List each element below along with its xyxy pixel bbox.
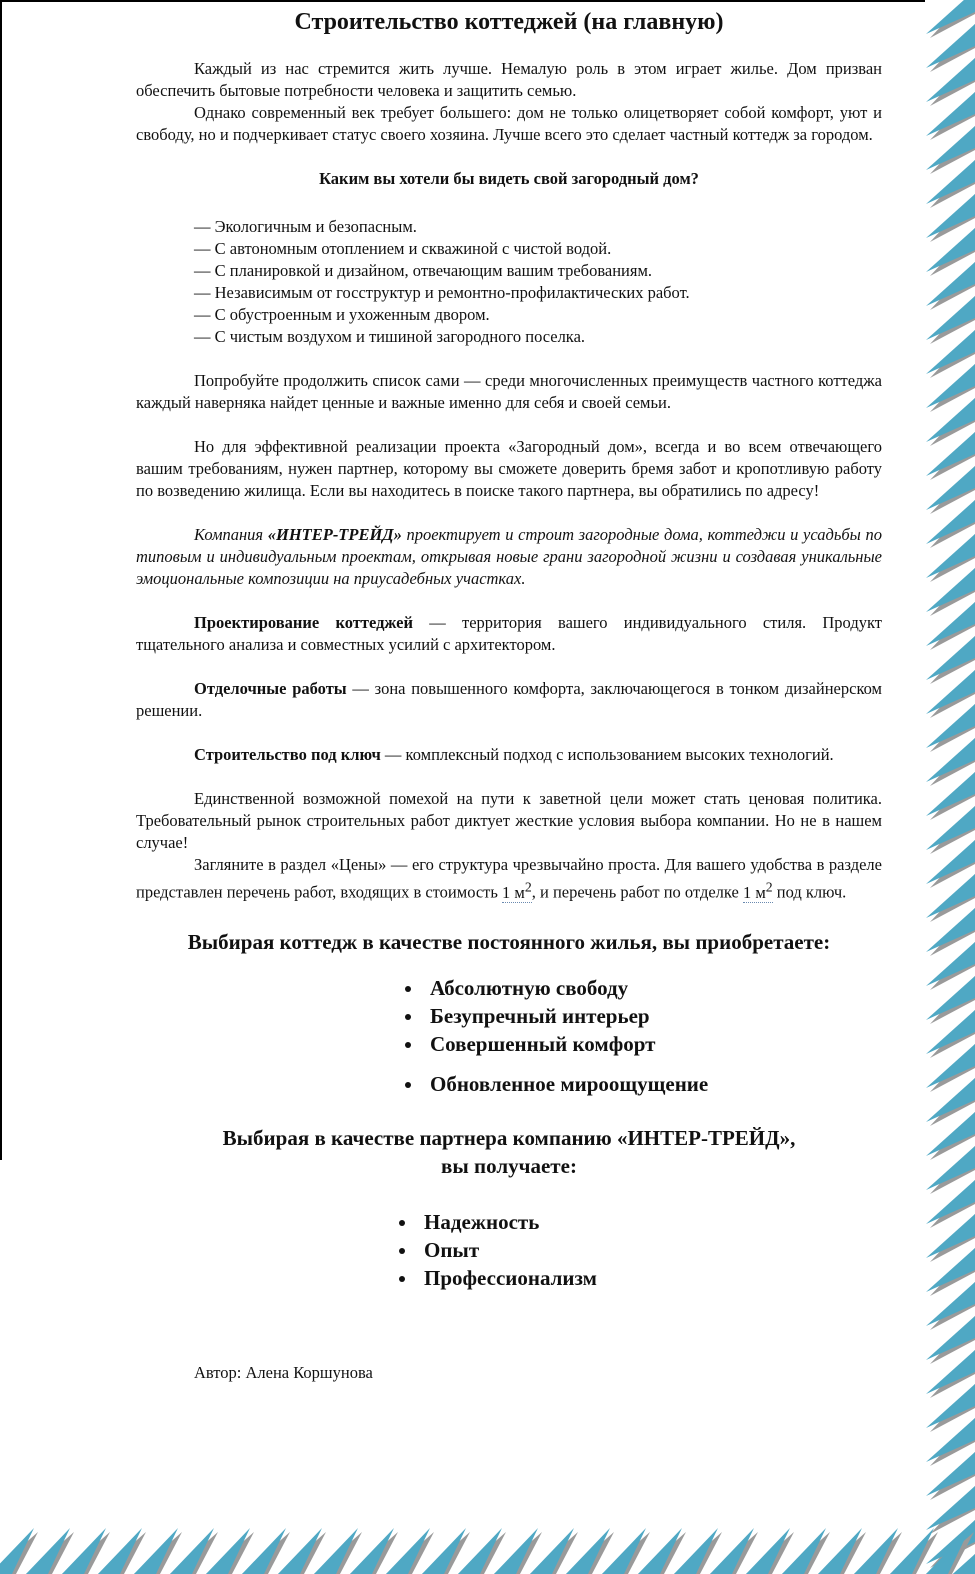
- service-desc: — комплексный подход с использованием высоких технологий.: [380, 745, 834, 764]
- price-paragraph: Единственной возможной помехой на пути к заветной цели может стать ценовая политика. Требовательный рынок строительных работ диктует жесткие условия выбора компании. Но не в нашем случае!: [136, 789, 882, 852]
- unit-square-meter: [502, 879, 532, 903]
- zigzag-border-right: [918, 0, 975, 1574]
- left-border-line: [0, 0, 2, 1160]
- prices-text-2: , и перечень работ по отделке: [531, 882, 743, 902]
- unit-square-meter: [742, 879, 773, 903]
- prices-text-3: под ключ.: [772, 882, 847, 902]
- wishes-list: [136, 216, 882, 348]
- partner-benefits-list: [136, 1208, 882, 1292]
- benefit-item: • Профессионализм: [418, 1264, 882, 1292]
- unit-text: 1 м: [502, 882, 525, 902]
- benefit-item: • Безупречный интерьер: [424, 1002, 882, 1030]
- wish-item: — Независимым от госструктур и ремонтно-профилактических работ.: [194, 283, 690, 302]
- zigzag-border-bottom: [0, 1520, 975, 1574]
- page-title[interactable]: Строительство коттеджей (на главную): [294, 9, 724, 35]
- benefit-item: • Надежность: [418, 1208, 882, 1236]
- company-paragraph: [136, 524, 882, 590]
- partner-benefits-heading: [136, 1124, 882, 1180]
- service-desc: — территория вашего индивидуального стиля. Продукт тщательного анализа и совместных усилий с архитектором.: [136, 613, 882, 654]
- partner-paragraph: Но для эффективной реализации проекта «Загородный дом», всегда и во всем отвечающего вашим требованиям, нужен партнер, которому вы сможете доверить бремя забот и кропотливую работу по возведению жилища. Если вы находитесь в поиске такого партнера, вы обратились по адресу!: [136, 437, 882, 500]
- wish-item: — С планировкой и дизайном, отвечающим вашим требованиям.: [194, 261, 653, 280]
- company-text-after: проектирует и строит загородные дома, коттеджи и усадьбы по типовым и индивидуальным проектам, открывая новые грани загородной жизни и создавая уникальные эмоциональные композиции на приусадебных участках.: [136, 525, 882, 588]
- cottage-benefits-heading: Выбирая коттедж в качестве постоянного жилья, вы приобретаете:: [187, 929, 831, 954]
- service-term: Отделочные работы: [194, 679, 347, 698]
- wish-item: — Экологичным и безопасным.: [194, 217, 417, 236]
- unit-text: 1 м: [742, 882, 766, 902]
- document-page: [136, 8, 882, 1384]
- intro-paragraph-2: Однако современный век требует большего: дом не только олицетворяет собой комфорт, уют и свободу, но и подчеркивает статус своего хозяина. Лучше всего это сделает частный коттедж за городом.: [136, 103, 882, 144]
- prices-text-1: Загляните в раздел «Цены» — его структура чрезвычайно проста. Для вашего удобства в разделе представлен перечень работ, входящих в стоимость: [136, 855, 882, 902]
- service-term: Строительство под ключ: [194, 745, 381, 764]
- heading-line-2: вы получаете:: [441, 1153, 577, 1178]
- unit-superscript: 2: [765, 879, 773, 894]
- prices-paragraph: [136, 854, 882, 904]
- benefit-item: • Абсолютную свободу: [424, 974, 882, 1002]
- benefit-item: • Обновленное мироощущение: [424, 1070, 882, 1098]
- heading-line-1: Выбирая в качестве партнера компанию «ИНТЕР-ТРЕЙД»,: [222, 1125, 796, 1150]
- cottage-benefits-list: [136, 974, 882, 1098]
- top-border-line: [0, 0, 925, 2]
- service-finishing: [136, 678, 882, 722]
- service-desc: — зона повышенного комфорта, заключающегося в тонком дизайнерском решении.: [136, 679, 882, 720]
- service-turnkey: [136, 744, 882, 766]
- service-term: Проектирование коттеджей: [194, 613, 414, 632]
- benefit-item: • Опыт: [418, 1236, 882, 1264]
- wish-item: — С автономным отоплением и скважиной с чистой водой.: [194, 239, 612, 258]
- continue-paragraph: Попробуйте продолжить список сами — среди многочисленных преимуществ частного коттеджа каждый наверняка найдет ценные и важные именно для себя и своей семьи.: [136, 371, 882, 412]
- service-design: [136, 612, 882, 656]
- intro-paragraph-1: Каждый из нас стремится жить лучше. Немалую роль в этом играет жилье. Дом призван обеспечить бытовые потребности человека и защитить семью.: [136, 59, 882, 100]
- company-text-before: Компания: [194, 525, 268, 544]
- question-heading: Каким вы хотели бы видеть свой загородный дом?: [319, 169, 699, 188]
- wish-item: — С обустроенным и ухоженным двором.: [194, 305, 490, 324]
- benefit-item: • Совершенный комфорт: [424, 1030, 882, 1058]
- author-credit: Автор: Алена Коршунова: [194, 1362, 373, 1382]
- wish-item: — С чистым воздухом и тишиной загородного поселка.: [194, 327, 586, 346]
- company-name: «ИНТЕР-ТРЕЙД»: [267, 525, 402, 544]
- unit-superscript: 2: [524, 879, 532, 894]
